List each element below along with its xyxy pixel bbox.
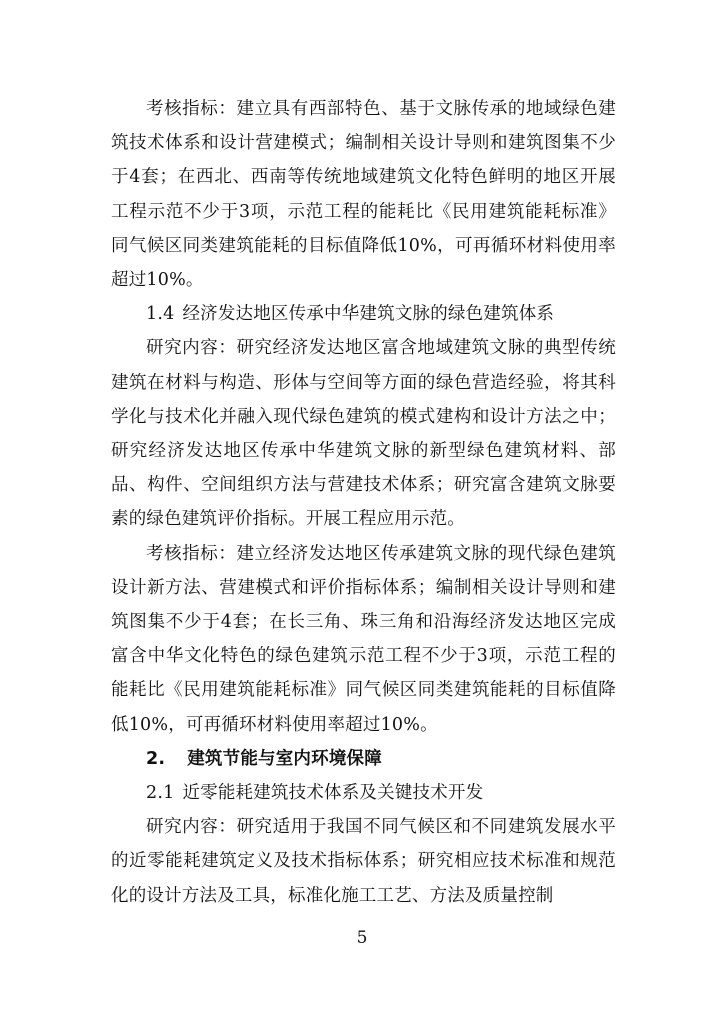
subsection-title: 近零能耗建筑技术体系及关键技术开发	[182, 783, 484, 804]
section-number: 2.	[146, 748, 166, 769]
subsection-number: 1.4	[146, 304, 175, 325]
subsection-title: 经济发达地区传承中华建筑文脉的绿色建筑体系	[182, 304, 555, 325]
page-number: 5	[356, 928, 368, 948]
paragraph-research-content-developed: 研究内容：研究经济发达地区富含地域建筑文脉的典型传统建筑在材料与构造、形体与空间等方面的绿色营造经验，将其科学化与技术化并融入现代绿色建筑的模式建构和设计方法之中；研究经济发达地区传承中华建筑文脉的新型绿色建筑材料、部品、构件、空间组织方法与营建技术体系；研究富含建筑文脉要素的绿色建筑评价指标。开展工程应用示范。	[111, 338, 616, 530]
section-heading-2	[111, 742, 616, 776]
paragraph-assessment-west: 考核指标：建立具有西部特色、基于文脉传承的地域绿色建筑技术体系和设计营建模式；编制相关设计导则和建筑图集不少于4套；在西北、西南等传统地域建筑文化特色鲜明的地区开展工程示范不少于3项，示范工程的能耗比《民用建筑能耗标准》同气候区同类建筑能耗的目标值降低10%，可再循环材料使用率超过10%。	[111, 99, 616, 291]
subsection-heading-1-4	[111, 297, 616, 331]
paragraph-research-content-nzeb: 研究内容：研究适用于我国不同气候区和不同建筑发展水平的近零能耗建筑定义及技术指标体系；研究相应技术标准和规范化的设计方法及工具，标准化施工工艺、方法及质量控制	[111, 817, 616, 906]
subsection-heading-2-1	[111, 776, 616, 810]
document-page	[111, 92, 616, 913]
section-title: 建筑节能与室内环境保障	[187, 748, 382, 769]
paragraph-assessment-developed: 考核指标：建立经济发达地区传承建筑文脉的现代绿色建筑设计新方法、营建模式和评价指标体系；编制相关设计导则和建筑图集不少于4套；在长三角、珠三角和沿海经济发达地区完成富含中华文化特色的绿色建筑示范工程不少于3项，示范工程的能耗比《民用建筑能耗标准》同气候区同类建筑能耗的目标值降低10%，可再循环材料使用率超过10%。	[111, 543, 616, 735]
subsection-number: 2.1	[146, 783, 175, 804]
